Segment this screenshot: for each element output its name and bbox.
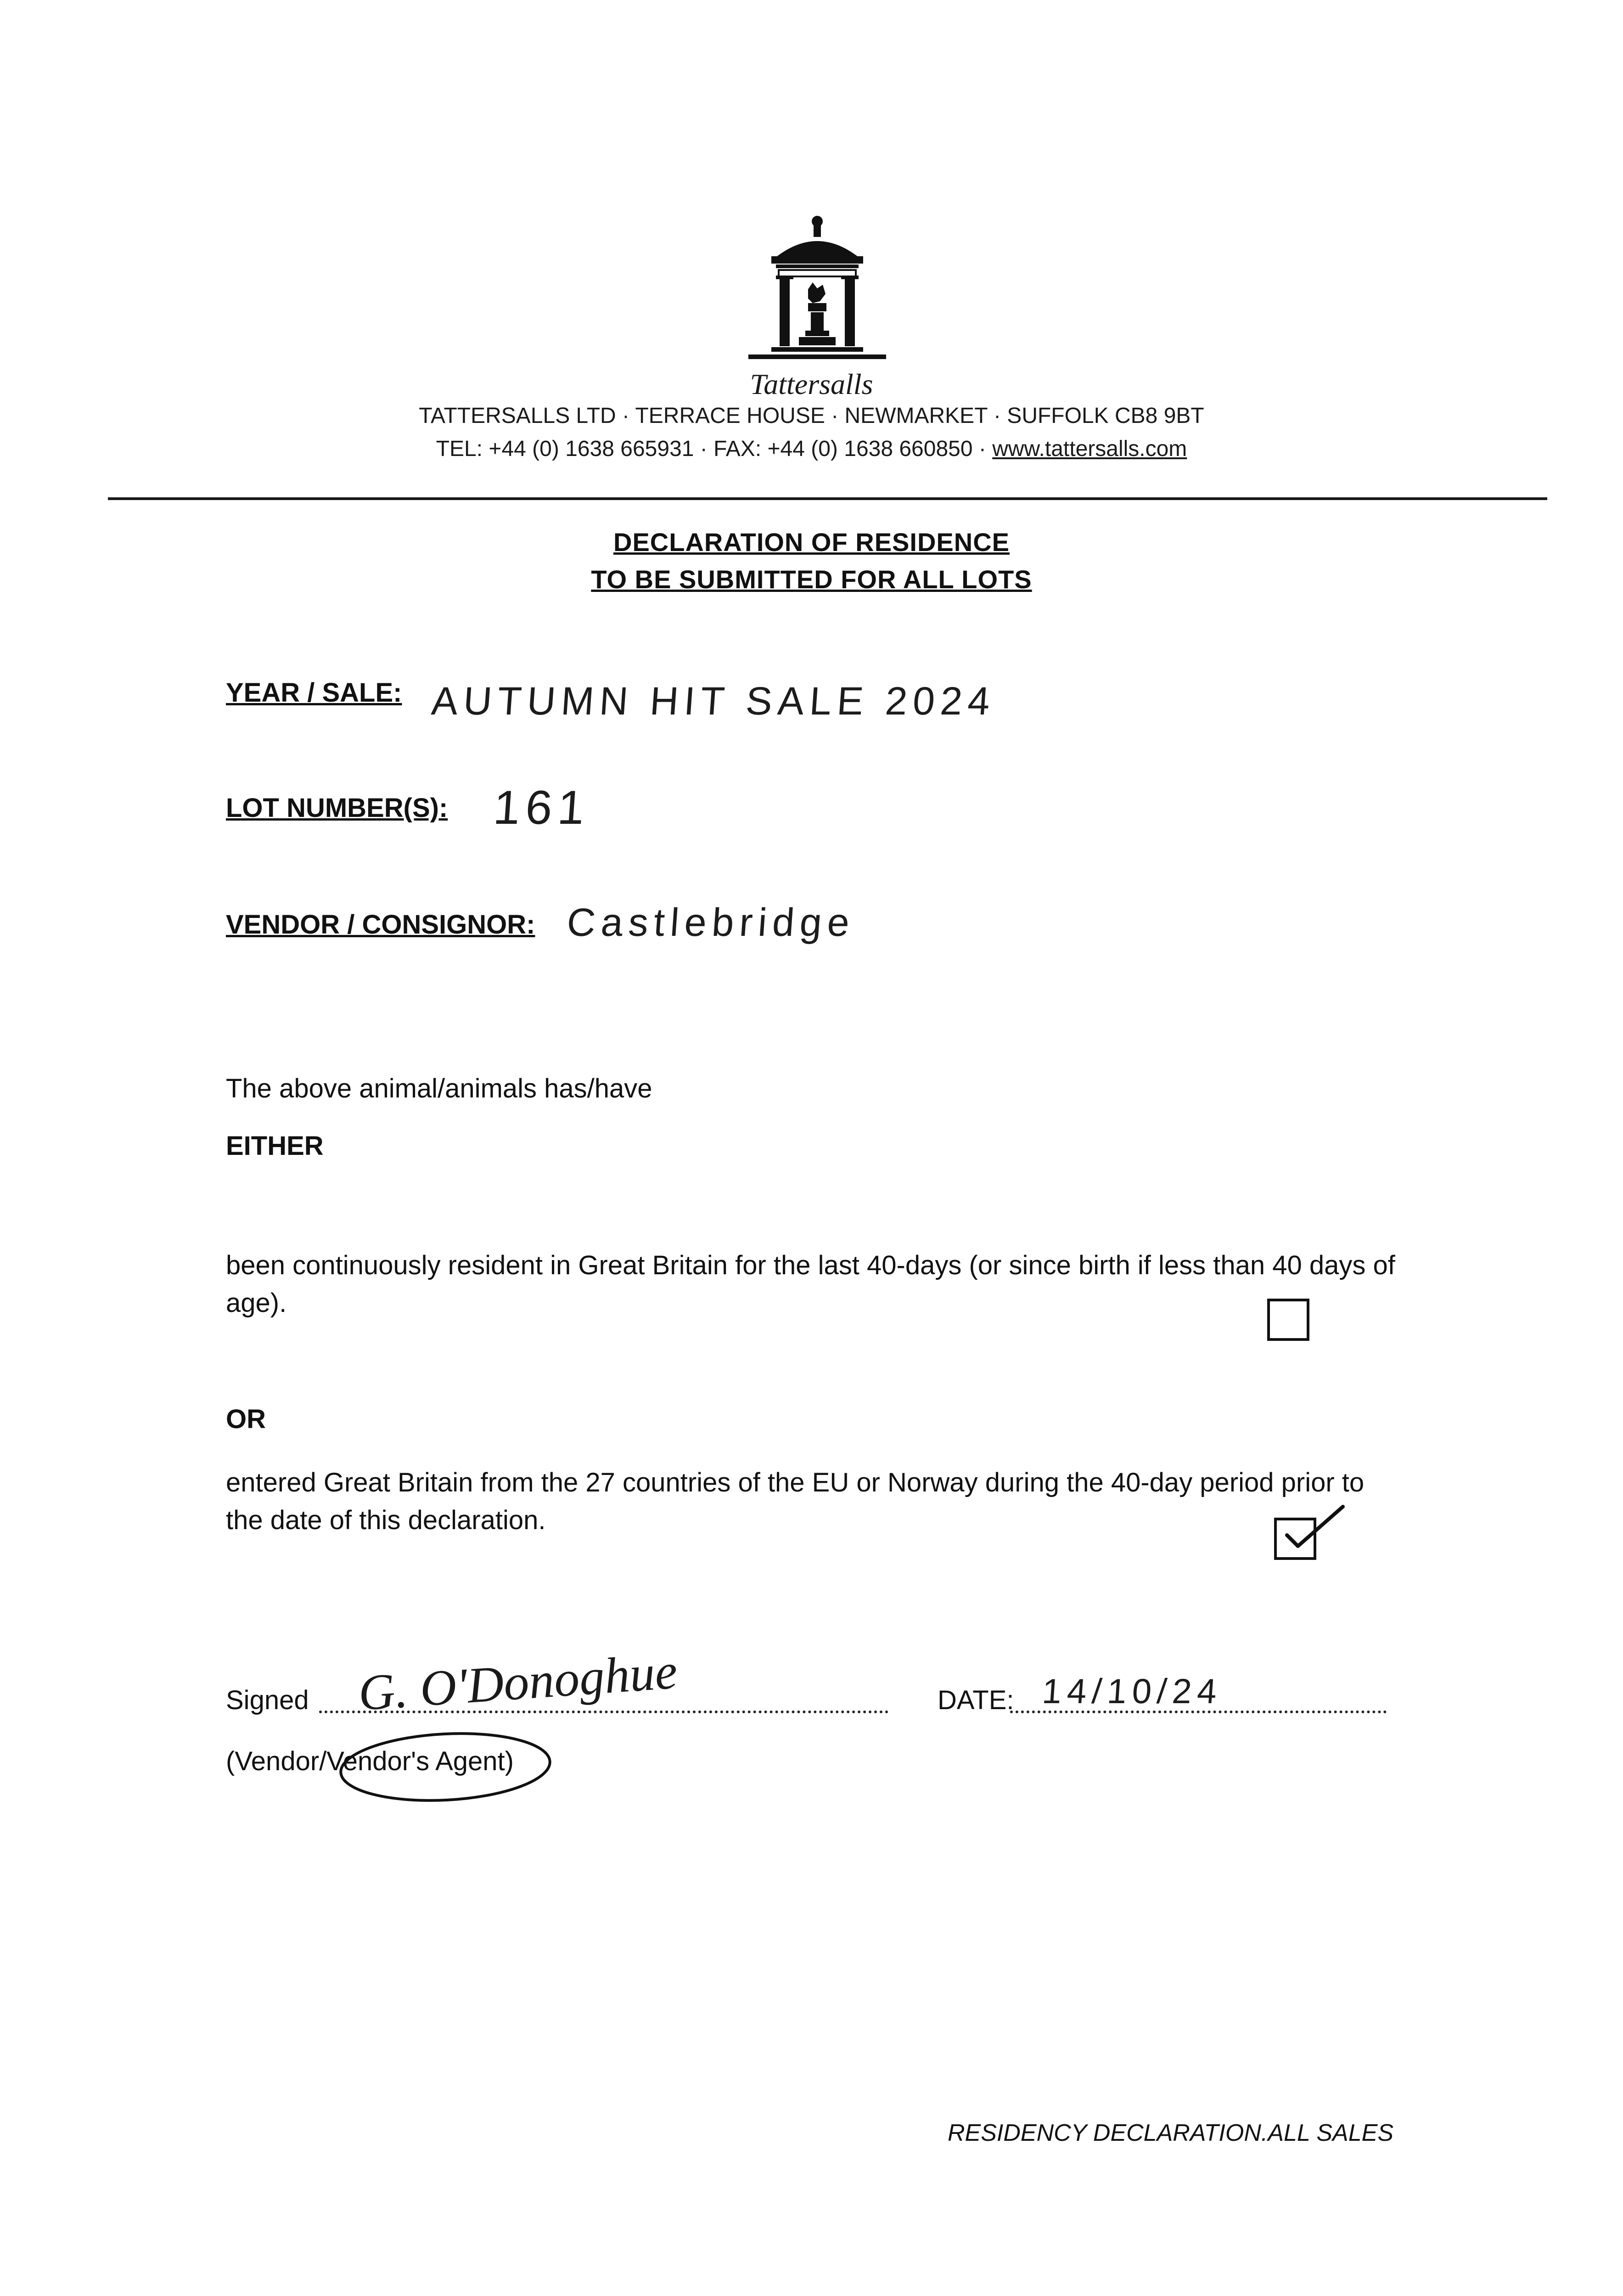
form-subtitle: TO BE SUBMITTED FOR ALL LOTS [591,565,1032,594]
lot-number-label: LOT NUMBER(S): [226,793,448,823]
website-link[interactable]: www.tattersalls.com [992,437,1187,461]
or-label: OR [226,1404,266,1434]
tattersalls-logo [744,211,891,367]
either-label: EITHER [226,1131,324,1161]
checkmark-icon [1274,1502,1348,1553]
signer-role: (Vendor/Vendor's Agent) [226,1746,514,1776]
year-sale-value[interactable]: AUTUMN HIT SALE 2024 [430,679,997,723]
company-address: TATTERSALLS LTD · TERRACE HOUSE · NEWMARKET · SUFFOLK CB8 9BT [419,404,1204,428]
statement-intro: The above animal/animals has/have [226,1074,652,1103]
form-title: DECLARATION OF RESIDENCE [613,528,1010,557]
header-divider [108,497,1547,500]
vendor-consignor-label: VENDOR / CONSIGNOR: [226,910,535,940]
contact-numbers: TEL: +44 (0) 1638 665931 · FAX: +44 (0) 1638 660850 · [436,437,993,461]
vendor-consignor-value[interactable]: Castlebridge [565,900,857,945]
date-value[interactable]: 14/10/24 [1041,1672,1224,1711]
option-resident-checkbox[interactable] [1267,1299,1309,1341]
company-contact [0,436,1623,461]
lot-number-value[interactable]: 161 [491,781,592,834]
form-footer: RESIDENCY DECLARATION.ALL SALES [947,2120,1393,2146]
option-entered-checkbox[interactable] [1274,1518,1316,1560]
option-resident-text: been continuously resident in Great Britain for the last 40-days (or since birth if less than 40 days of age). [226,1250,1395,1318]
date-label: DATE: [938,1685,1014,1715]
option-entered-text: entered Great Britain from the 27 countries of the EU or Norway during the 40-day period prior to the date of this declaration. [226,1468,1365,1535]
signature-handwriting[interactable]: G. O'Donoghue [356,1643,680,1722]
role-circle-mark [331,1727,560,1809]
brand-name: Tattersalls [750,368,873,400]
year-sale-label: YEAR / SALE: [226,678,402,708]
signed-label: Signed [226,1685,309,1715]
